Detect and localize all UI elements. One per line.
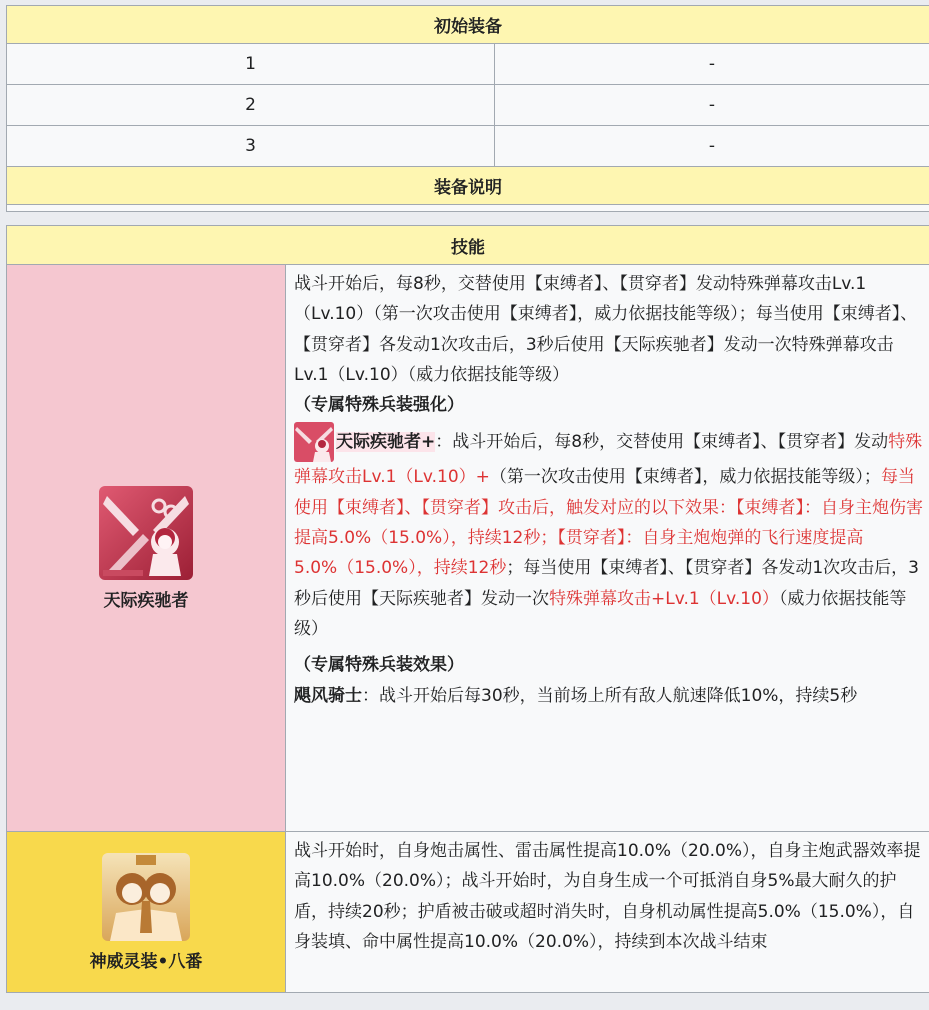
- plus-text-b: （第一次攻击使用【束缚者】，威力依据技能等级）；: [489, 467, 881, 488]
- table-row: [7, 44, 929, 85]
- slot-number: 2: [7, 85, 495, 126]
- twin-girls-icon: [102, 853, 190, 941]
- plus-red-3: 特殊弹幕攻击+Lv.1（Lv.10）: [549, 588, 779, 609]
- slot-value: -: [495, 44, 929, 85]
- plus-text-d: （威力依据技能等级）: [294, 588, 907, 639]
- enhancement-title: （专属特殊兵装强化）: [294, 395, 464, 416]
- plus-text-c: ；每当使用【束缚者】、【贯穿者】各发动1次攻击后，3秒后使用【天际疾驰者】发动一次: [294, 558, 919, 609]
- skill-text: 战斗开始时，自身炮击属性、雷击属性提高10.0%（20.0%），自身主炮武器效率提高10.0%（20.0%）；战斗开始时，为自身生成一个可抵消自身5%最大耐久的护盾，持续20秒；护盾被击破或超时消失时，自身机动属性提高5.0%（15.0%），自身装填、命中属性提高10.0%（20.0%），持续到本次战斗结束: [294, 841, 921, 952]
- effect-text: ：战斗开始后每30秒，当前场上所有敌人航速降低10%，持续5秒: [362, 685, 858, 706]
- chain-crossbow-girl-icon: [294, 422, 334, 462]
- skill-name: 神威灵装•八番: [89, 951, 203, 972]
- skills-header: 技能: [7, 226, 929, 265]
- slot-number: 1: [7, 44, 495, 85]
- skill-name: 天际疾驰者: [103, 590, 189, 611]
- skill-description: [286, 832, 929, 993]
- skill-base-text: 战斗开始后，每8秒，交替使用【束缚者】、【贯穿者】发动特殊弹幕攻击Lv.1（Lv.10）（第一次攻击使用【束缚者】，威力依据技能等级）；每当使用【束缚者】、【贯穿者】各发动1次攻击后，3秒后使用【天际疾驰者】发动一次特殊弹幕攻击Lv.1（Lv.10）（威力依据技能等级）: [294, 274, 918, 385]
- plus-red-1: 特殊弹幕攻击Lv.1（Lv.10）+: [294, 432, 923, 488]
- plus-text-a: ：战斗开始后，每8秒，交替使用【束缚者】、【贯穿者】发动: [435, 432, 889, 453]
- slot-number: 3: [7, 126, 495, 167]
- equipment-desc-body: [7, 205, 929, 212]
- table-row: [7, 85, 929, 126]
- effect-name: 飓风骑士: [294, 685, 362, 706]
- equipment-desc-header: 装备说明: [7, 167, 929, 205]
- chain-crossbow-girl-icon: [99, 486, 193, 580]
- equipment-table: [6, 5, 929, 212]
- table-row: [7, 126, 929, 167]
- skill-row: [7, 265, 929, 832]
- slot-value: -: [495, 126, 929, 167]
- slot-value: -: [495, 85, 929, 126]
- plus-red-2: 每当使用【束缚者】、【贯穿者】攻击后，触发对应的以下效果：【束缚者】：自身主炮伤害提高5.0%（15.0%），持续12秒；【贯穿者】：自身主炮炮弹的飞行速度提高5.0%（15.0%），持续12秒: [294, 467, 923, 579]
- skill-description: [286, 265, 929, 832]
- equipment-header: 初始装备: [7, 6, 929, 44]
- skill-cell: [7, 832, 286, 993]
- skills-table: [6, 225, 929, 993]
- skill-row: [7, 832, 929, 993]
- skill-cell: [7, 265, 286, 832]
- effect-title: （专属特殊兵装效果）: [294, 655, 464, 676]
- plus-skill-name: 天际疾驰者+: [336, 432, 436, 453]
